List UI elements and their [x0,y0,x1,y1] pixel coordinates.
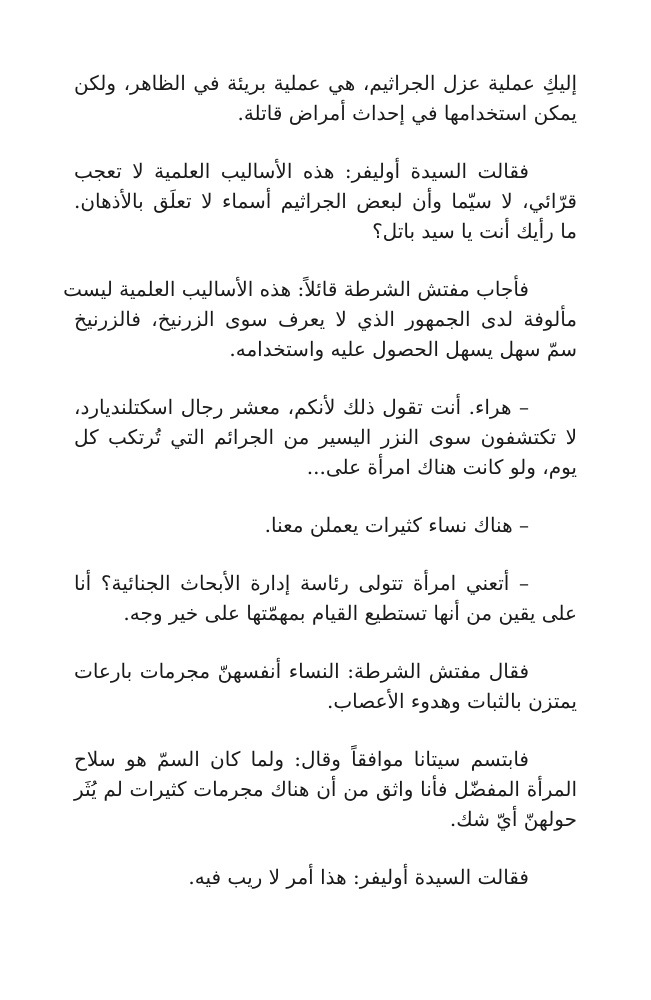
text-line: فأجاب مفتش الشرطة قائلاً: هذه الأساليب العلمية ليست [63,277,529,301]
text-line: – أتعني امرأة تتولى رئاسة إدارة الأبحاث الجنائية؟ أنا [74,571,529,595]
text-line: يمكن استخدامها في إحداث أمراض قاتلة. [237,101,577,125]
paragraph-8 [74,744,577,834]
text-line: يوم، ولو كانت هناك امرأة على... [306,455,577,479]
book-page [63,68,578,920]
paragraph-4 [74,392,577,482]
paragraph-7 [74,656,577,716]
text-line: ما رأيك أنت يا سيد باتل؟ [372,219,577,243]
text-line: فقالت السيدة أوليفر: هذه الأساليب العلمية لا تعجب [74,159,529,183]
text-line: فقالت السيدة أوليفر: هذا أمر لا ريب فيه. [188,865,529,889]
text-line: فابتسم سيتانا موافقاً وقال: ولما كان السمّ هو سلاح [74,747,529,771]
text-line: قرّائي، لا سيّما وأن لبعض الجراثيم أسماء لا تعلَق بالأذهان. [74,189,577,213]
text-line: فقال مفتش الشرطة: النساء أنفسهنّ مجرمات بارعات [74,659,529,683]
text-line: لا تكتشفون سوى النزر اليسير من الجرائم التي تُرتكب كل [74,425,577,449]
paragraph-6 [74,568,577,628]
text-line: مألوفة لدى الجمهور الذي لا يعرف سوى الزرنيخ، فالزرنيخ [74,307,577,331]
text-line: حولهنّ أيّ شك. [449,807,577,831]
paragraph-5 [74,510,577,540]
text-line: على يقين من أنها تستطيع القيام بمهمّتها على خير وجه. [123,601,577,625]
paragraph-2 [74,156,577,246]
text-line: يمتزن بالثبات وهدوء الأعصاب. [327,689,577,713]
paragraph-1 [74,68,577,128]
paragraph-3 [63,274,577,364]
text-line: – هناك نساء كثيرات يعملن معنا. [264,513,529,537]
text-line: المرأة المفضّل فأنا واثق من أن هناك مجرمات كثيرات لم يُثَر [74,777,577,801]
text-line: – هراء. أنت تقول ذلك لأنكم، معشر رجال اسكتلنديارد، [74,395,529,419]
text-line: إليكِ عملية عزل الجراثيم، هي عملية بريئة في الظاهر، ولكن [74,71,578,95]
paragraph-9 [74,862,577,892]
text-line: سمّ سهل يسهل الحصول عليه واستخدامه. [229,337,577,361]
